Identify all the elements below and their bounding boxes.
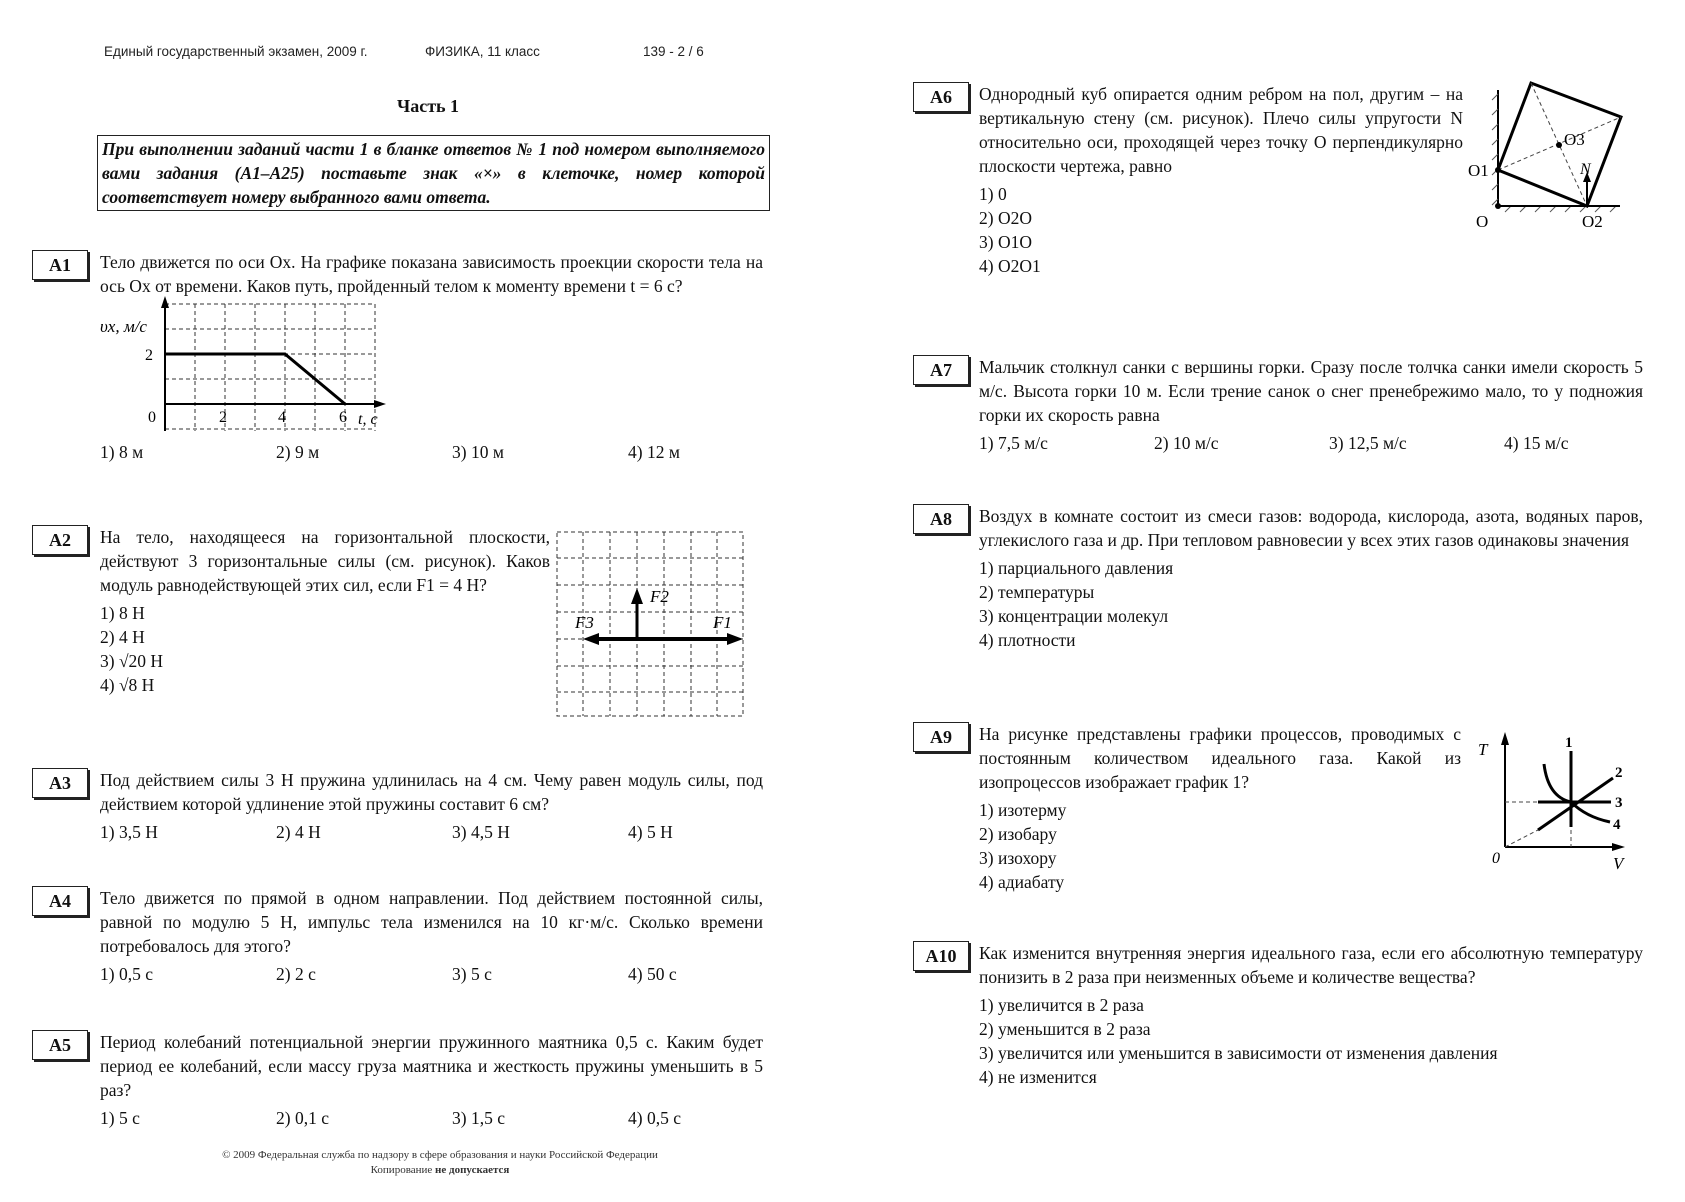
answer-options — [100, 962, 763, 986]
option-1[interactable]: 1) 8 Н — [100, 603, 145, 623]
option-3[interactable]: 3) 1,5 с — [452, 1108, 505, 1128]
option-3[interactable]: 3) концентрации молекул — [979, 606, 1169, 626]
option-3[interactable]: 3) O1O — [979, 232, 1032, 252]
curve-3-label: 3 — [1615, 795, 1623, 811]
point-o2-label: O2 — [1582, 212, 1603, 231]
question-label: А3 — [32, 768, 88, 798]
option-2[interactable]: 2) уменьшится в 2 раза — [979, 1019, 1151, 1039]
option-4[interactable]: 4) 15 м/с — [1504, 433, 1569, 453]
option-1[interactable]: 1) увеличится в 2 раза — [979, 995, 1144, 1015]
curve-2-label: 2 — [1615, 765, 1623, 781]
question-label: А4 — [32, 886, 88, 916]
option-1[interactable]: 1) 7,5 м/с — [979, 433, 1048, 453]
isoprocess-graph — [1468, 727, 1638, 877]
question-label: А8 — [913, 504, 969, 534]
point-o3-label: O3 — [1564, 130, 1585, 149]
answer-options — [100, 1106, 763, 1130]
footer-copyright: © 2009 Федеральная служба по надзору в сфере образования и науки Российской Федерации — [222, 1149, 658, 1161]
question-text: На тело, находящееся на горизонтальной плоскости, действуют 3 горизонтальные силы (см. рисунок). Каков модуль равнодействующей этих сил, если F1 = 4 Н? — [100, 527, 550, 595]
question-label: А7 — [913, 355, 969, 385]
cube-diagram — [1460, 70, 1660, 240]
option-4[interactable]: 4) плотности — [979, 630, 1076, 650]
option-2[interactable]: 2) 9 м — [276, 442, 320, 462]
option-1[interactable]: 1) 0,5 с — [100, 964, 153, 984]
header-page: 139 - 2 / 6 — [643, 44, 704, 59]
option-2[interactable]: 2) изобару — [979, 824, 1057, 844]
question-label: А2 — [32, 525, 88, 555]
point-o1-label: O1 — [1468, 161, 1489, 180]
option-1[interactable]: 1) 5 с — [100, 1108, 140, 1128]
option-1[interactable]: 1) 0 — [979, 184, 1007, 204]
forces-diagram — [555, 530, 747, 720]
answer-options — [100, 820, 763, 844]
axis-t-label: T — [1478, 740, 1488, 759]
option-4[interactable]: 4) 50 с — [628, 964, 677, 984]
axis-v-label: V — [1613, 854, 1624, 873]
option-2[interactable]: 2) O2O — [979, 208, 1032, 228]
option-3[interactable]: 3) увеличится или уменьшится в зависимости от изменения давления — [979, 1043, 1498, 1063]
option-2[interactable]: 2) 4 Н — [276, 822, 321, 842]
y-tick-2: 2 — [145, 347, 153, 364]
question-text: На рисунке представлены графики процессов, проводимых с постоянным количеством идеального газа. Какой из изопроцессов изображает график 1? — [979, 724, 1461, 792]
curve-1-label: 1 — [1565, 735, 1573, 751]
y-axis-label: υx, м/с — [100, 317, 147, 336]
question-text: Период колебаний потенциальной энергии пружинного маятника 0,5 с. Каким будет период ее колебаний, если массу груза маятника и жесткость пружины уменьшить в 5 раз? — [100, 1032, 763, 1100]
velocity-time-graph — [100, 296, 400, 436]
footer — [150, 1148, 730, 1178]
question-text: Мальчик столкнул санки с вершины горки. Сразу после толчка санки имели скорость 5 м/с. Высота горки 10 м. Если трение санок о снег пренебрежимо мало, то у подножия горки их скорость равна — [979, 357, 1643, 425]
force-f3-label: F3 — [575, 613, 594, 632]
point-o-label: O — [1476, 212, 1489, 231]
option-4[interactable]: 4) не изменится — [979, 1067, 1097, 1087]
x-tick-2: 2 — [219, 409, 227, 426]
option-2[interactable]: 2) 4 Н — [100, 627, 145, 647]
part-title: Часть 1 — [397, 96, 460, 116]
question-text: Однородный куб опирается одним ребром на пол, другим – на вертикальную стену (см. рисунок). Плечо силы упругости N относительно оси, проходящей через точку О перпендикулярно плоскости чертежа, равно — [979, 84, 1463, 176]
question-text: Воздух в комнате состоит из смеси газов: водорода, кислорода, азота, водяных паров, углекислого газа и др. При тепловом равновесии у всех этих газов одинаковы значения — [979, 506, 1643, 550]
force-f1-label: F1 — [713, 613, 732, 632]
question-text: Тело движется по прямой в одном направлении. Под действием постоянной силы, равной по модулю 5 Н, импульс тела изменился на 10 кг·м/с. Сколько времени потребовалось для этого? — [100, 888, 763, 956]
answer-options — [100, 440, 763, 464]
x-axis-label: t, с — [358, 411, 378, 428]
force-f2-label: F2 — [650, 587, 669, 606]
option-1[interactable]: 1) 3,5 Н — [100, 822, 158, 842]
question-label: А5 — [32, 1030, 88, 1060]
option-2[interactable]: 2) 10 м/с — [1154, 433, 1219, 453]
option-4[interactable]: 4) O2O1 — [979, 256, 1041, 276]
header-subject: ФИЗИКА, 11 класс — [425, 44, 540, 59]
option-1[interactable]: 1) парциального давления — [979, 558, 1174, 578]
option-1[interactable]: 1) 8 м — [100, 442, 144, 462]
question-label: А6 — [913, 82, 969, 112]
option-2[interactable]: 2) температуры — [979, 582, 1095, 602]
option-3[interactable]: 3) √20 Н — [100, 651, 164, 671]
answer-options — [979, 431, 1643, 455]
option-3[interactable]: 3) изохору — [979, 848, 1057, 868]
x-tick-4: 4 — [278, 409, 286, 426]
option-4[interactable]: 4) 12 м — [628, 442, 680, 462]
option-3[interactable]: 3) 12,5 м/с — [1329, 433, 1407, 453]
header-exam: Единый государственный экзамен, 2009 г. — [104, 44, 368, 59]
option-1[interactable]: 1) изотерму — [979, 800, 1067, 820]
option-4[interactable]: 4) адиабату — [979, 872, 1065, 892]
option-3[interactable]: 3) 5 с — [452, 964, 492, 984]
instruction-box: При выполнении заданий части 1 в бланке ответов № 1 под номером выполняемого вами задания (А1–А25) поставьте знак «×» в клеточке, номер которой соответствует номеру выбранного вами ответа. — [97, 135, 770, 211]
origin-label: 0 — [148, 409, 156, 426]
option-4[interactable]: 4) 0,5 с — [628, 1108, 681, 1128]
option-3[interactable]: 3) 10 м — [452, 442, 504, 462]
x-tick-6: 6 — [339, 409, 347, 426]
option-2[interactable]: 2) 2 с — [276, 964, 316, 984]
question-text: Тело движется по оси Ох. На графике показана зависимость проекции скорости тела на ось Ох от времени. Каков путь, пройденный телом к моменту времени t = 6 с? — [100, 252, 763, 296]
question-label: А10 — [913, 941, 969, 971]
option-4[interactable]: 4) 5 Н — [628, 822, 673, 842]
option-2[interactable]: 2) 0,1 с — [276, 1108, 329, 1128]
question-label: А1 — [32, 250, 88, 280]
footer-copy-prefix: Копирование — [370, 1164, 436, 1176]
force-n-label: N — [1580, 161, 1591, 178]
option-3[interactable]: 3) 4,5 Н — [452, 822, 510, 842]
question-label: А9 — [913, 722, 969, 752]
option-4[interactable]: 4) √8 Н — [100, 675, 155, 695]
origin-label: 0 — [1492, 850, 1500, 867]
curve-4-label: 4 — [1613, 817, 1621, 833]
footer-copy-bold: не допускается — [435, 1164, 510, 1176]
question-text: Как изменится внутренняя энергия идеального газа, если его абсолютную температуру понизить в 2 раза при неизменных объеме и количестве вещества? — [979, 943, 1643, 987]
question-text: Под действием силы 3 Н пружина удлинилась на 4 см. Чему равен модуль силы, под действием которой удлинение этой пружины составит 6 см? — [100, 770, 763, 814]
